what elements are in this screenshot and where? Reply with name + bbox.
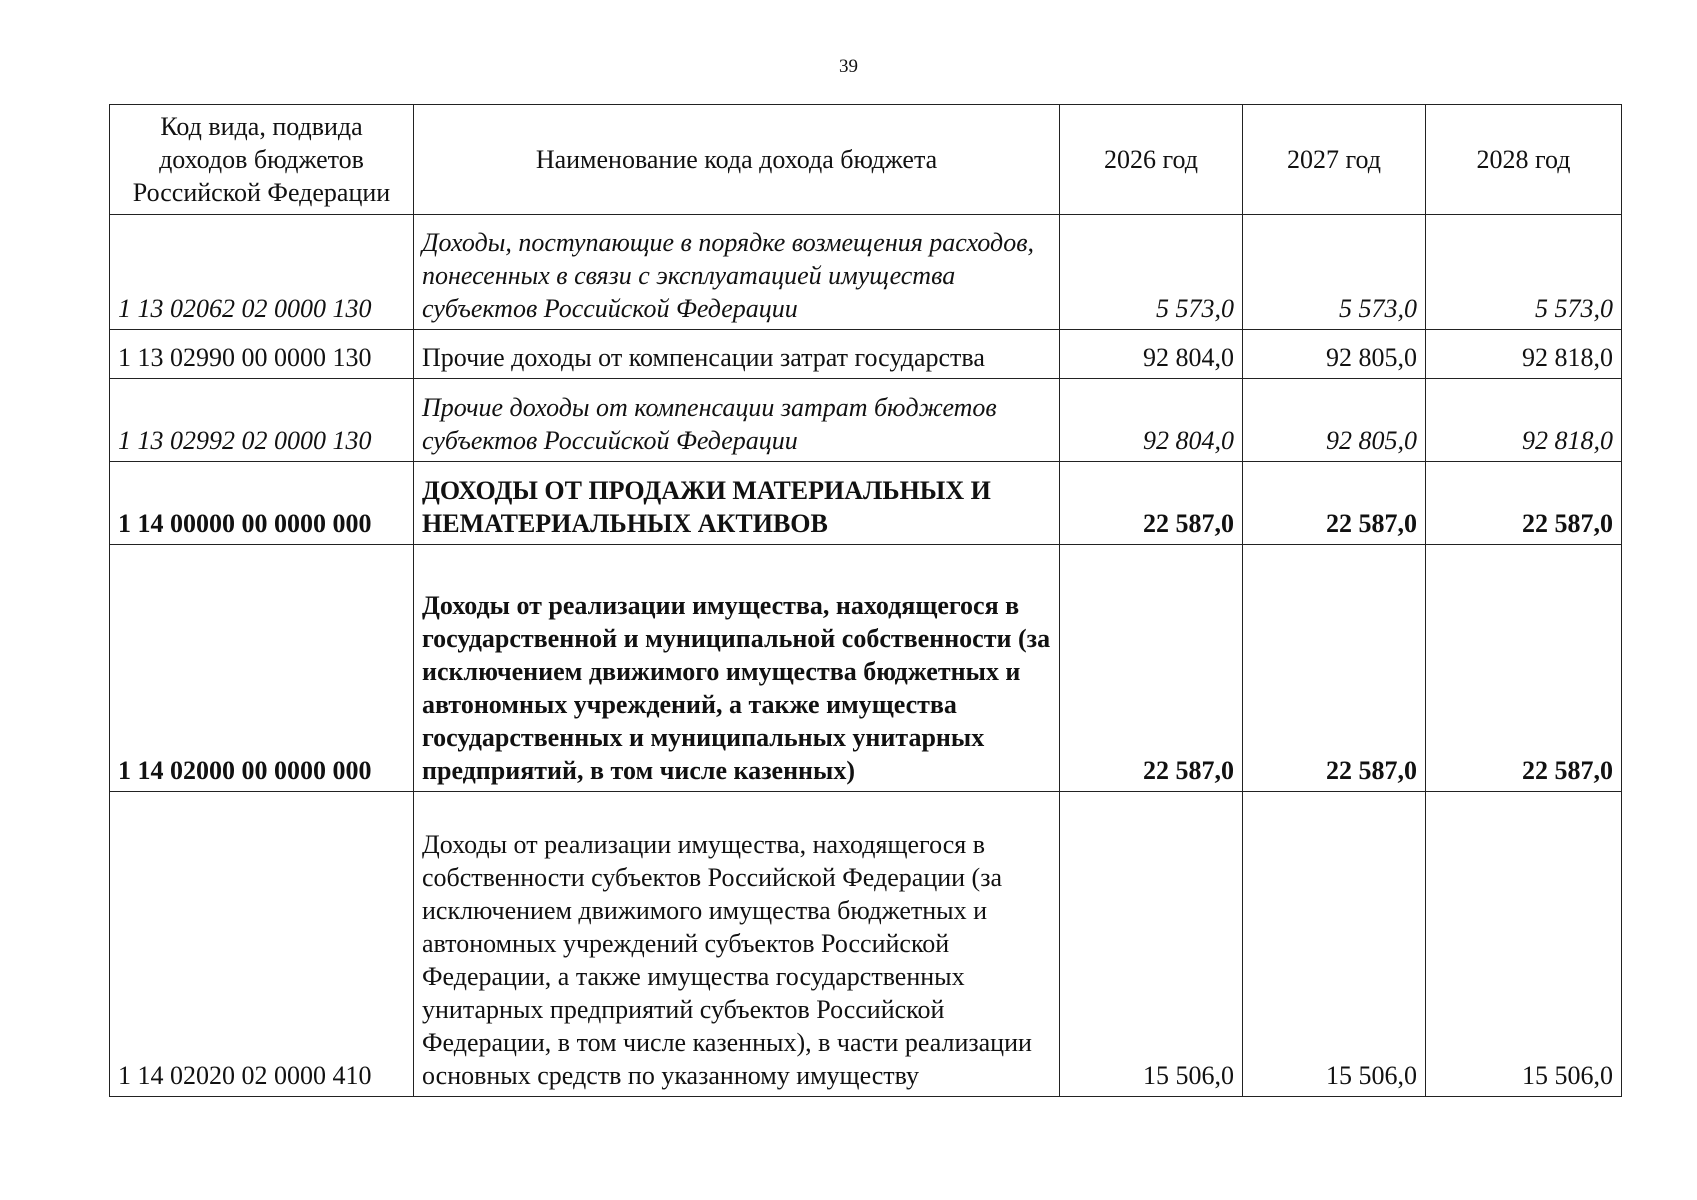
row-value-2027: 92 805,0 xyxy=(1243,330,1426,379)
row-code: 1 14 00000 00 0000 000 xyxy=(110,462,414,545)
table-header-row xyxy=(110,105,1622,215)
row-value-2028: 22 587,0 xyxy=(1426,545,1622,792)
row-value-2026: 5 573,0 xyxy=(1060,215,1243,330)
page-number: 39 xyxy=(839,56,858,77)
row-value-2026: 22 587,0 xyxy=(1060,462,1243,545)
row-value-2028: 92 818,0 xyxy=(1426,330,1622,379)
row-value-2027: 5 573,0 xyxy=(1243,215,1426,330)
row-value-2028: 22 587,0 xyxy=(1426,462,1622,545)
header-2026: 2026 год xyxy=(1060,105,1243,215)
row-name: Доходы от реализации имущества, находящегося в собственности субъектов Российской Федерации (за исключением движимого имущества бюджетных и автономных учреждений субъектов Российской Федерации, а также имущества государственных унитарных предприятий субъектов Российской Федерации, в том числе казенных), в части реализации основных средств по указанному имуществу xyxy=(414,792,1060,1097)
table-row xyxy=(110,545,1622,792)
row-value-2028: 5 573,0 xyxy=(1426,215,1622,330)
row-name: Прочие доходы от компенсации затрат бюджетов субъектов Российской Федерации xyxy=(414,379,1060,462)
table-row xyxy=(110,330,1622,379)
row-code: 1 13 02062 02 0000 130 xyxy=(110,215,414,330)
row-name: Доходы от реализации имущества, находящегося в государственной и муниципальной собственности (за исключением движимого имущества бюджетных и автономных учреждений, а также имущества государственных и муниципальных унитарных предприятий, в том числе казенных) xyxy=(414,545,1060,792)
table-row xyxy=(110,792,1622,1097)
row-value-2027: 92 805,0 xyxy=(1243,379,1426,462)
header-2027: 2027 год xyxy=(1243,105,1426,215)
row-value-2026: 22 587,0 xyxy=(1060,545,1243,792)
row-value-2027: 22 587,0 xyxy=(1243,462,1426,545)
row-code: 1 13 02990 00 0000 130 xyxy=(110,330,414,379)
row-value-2028: 15 506,0 xyxy=(1426,792,1622,1097)
revenue-table xyxy=(109,104,1622,1097)
row-name: ДОХОДЫ ОТ ПРОДАЖИ МАТЕРИАЛЬНЫХ И НЕМАТЕРИАЛЬНЫХ АКТИВОВ xyxy=(414,462,1060,545)
table-row xyxy=(110,379,1622,462)
row-value-2027: 15 506,0 xyxy=(1243,792,1426,1097)
row-code: 1 14 02000 00 0000 000 xyxy=(110,545,414,792)
row-value-2027: 22 587,0 xyxy=(1243,545,1426,792)
row-value-2026: 92 804,0 xyxy=(1060,379,1243,462)
row-name: Прочие доходы от компенсации затрат государства xyxy=(414,330,1060,379)
row-name: Доходы, поступающие в порядке возмещения расходов, понесенных в связи с эксплуатацией имущества субъектов Российской Федерации xyxy=(414,215,1060,330)
row-code: 1 14 02020 02 0000 410 xyxy=(110,792,414,1097)
table-row xyxy=(110,215,1622,330)
row-value-2026: 92 804,0 xyxy=(1060,330,1243,379)
table-row xyxy=(110,462,1622,545)
header-2028: 2028 год xyxy=(1426,105,1622,215)
row-code: 1 13 02992 02 0000 130 xyxy=(110,379,414,462)
header-name: Наименование кода дохода бюджета xyxy=(414,105,1060,215)
header-code: Код вида, подвида доходов бюджетов Российской Федерации xyxy=(110,105,414,215)
row-value-2028: 92 818,0 xyxy=(1426,379,1622,462)
row-value-2026: 15 506,0 xyxy=(1060,792,1243,1097)
